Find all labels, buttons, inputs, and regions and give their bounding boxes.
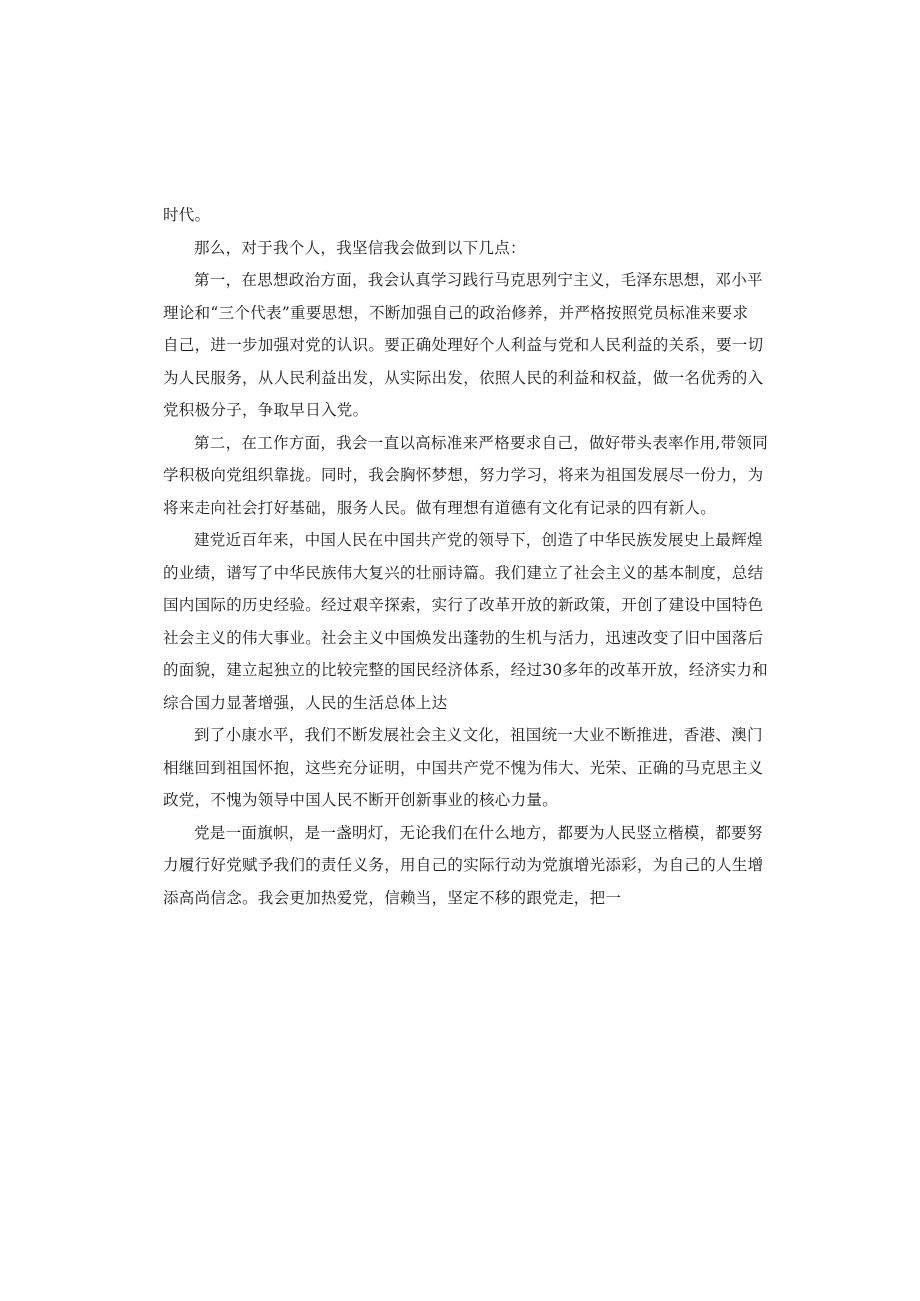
paragraph-line: 相继回到祖国怀抱，这些充分证明，中国共产党不愧为伟大、光荣、正确的马克思主义 — [163, 758, 764, 777]
paragraph-line: 党积极分子，争取早日入党。 — [163, 401, 369, 419]
paragraph-line: 国内国际的历史经验。经过艰辛探索，实行了改革开放的新政策，开创了建设中国特色 — [163, 596, 764, 614]
paragraph-line: 的面貌，建立起独立的比较完整的国民经济体系，经过30多年的改革开放，经济实力和 — [163, 661, 768, 679]
paragraph-line: 力履行好党赋予我们的责任义务，用自己的实际行动为党旗增光添彩，为自己的人生增 — [163, 856, 764, 874]
paragraph-line: 综合国力显著增强，人民的生活总体上达 — [163, 693, 448, 712]
document-body — [163, 199, 769, 914]
paragraph-line: 自己，进一步加强对党的认识。要正确处理好个人利益与党和人民利益的关系，要一切 — [163, 336, 764, 354]
paragraph-first-line: 第一，在思想政治方面，我会认真学习践行马克思列宁主义，毛泽东思想，邓小平 — [194, 271, 763, 289]
paragraph-first-line: 第二，在工作方面，我会一直以高标准来严格要求自己，做好带头表率作用,带领同 — [194, 433, 769, 452]
paragraph-line: 的业绩，谱写了中华民族伟大复兴的壮丽诗篇。我们建立了社会主义的基本制度，总结 — [163, 563, 764, 582]
paragraph-line: 为人民服务，从人民利益出发，从实际出发，依照人民的利益和权益，做一名优秀的入 — [163, 368, 764, 387]
paragraph-line: 理论和“三个代表”重要思想，不断加强自己的政治修养，并严格按照党员标准来要求 — [163, 303, 749, 322]
paragraph-line: 将来走向社会打好基础，服务人民。做有理想有道德有文化有记录的四有新人。 — [163, 498, 717, 517]
paragraph-line: 学积极向党组织靠拢。同时，我会胸怀梦想，努力学习，将来为祖国发展尽一份力，为 — [163, 466, 764, 484]
paragraph-line: 添高尚信念。我会更加热爱党，信赖当，坚定不移的跟党走，把一 — [163, 888, 622, 907]
paragraph-line: 时代。 — [163, 206, 211, 224]
paragraph-first-line: 那么，对于我个人，我坚信我会做到以下几点： — [194, 238, 526, 257]
paragraph-line: 社会主义的伟大事业。社会主义中国焕发出蓬勃的生机与活力，迅速改变了旧中国落后 — [163, 628, 764, 647]
paragraph-first-line: 建党近百年来，中国人民在中国共产党的领导下，创造了中华民族发展史上最辉煌 — [194, 531, 763, 549]
paragraph-line: 政党，不愧为领导中国人民不断开创新事业的核心力量。 — [163, 791, 559, 809]
paragraph-first-line: 党是一面旗帜，是一盏明灯，无论我们在什么地方，都要为人民竖立楷模，都要努 — [194, 823, 763, 842]
paragraph-first-line: 到了小康水平，我们不断发展社会主义文化，祖国统一大业不断推进，香港、澳门 — [194, 726, 763, 744]
